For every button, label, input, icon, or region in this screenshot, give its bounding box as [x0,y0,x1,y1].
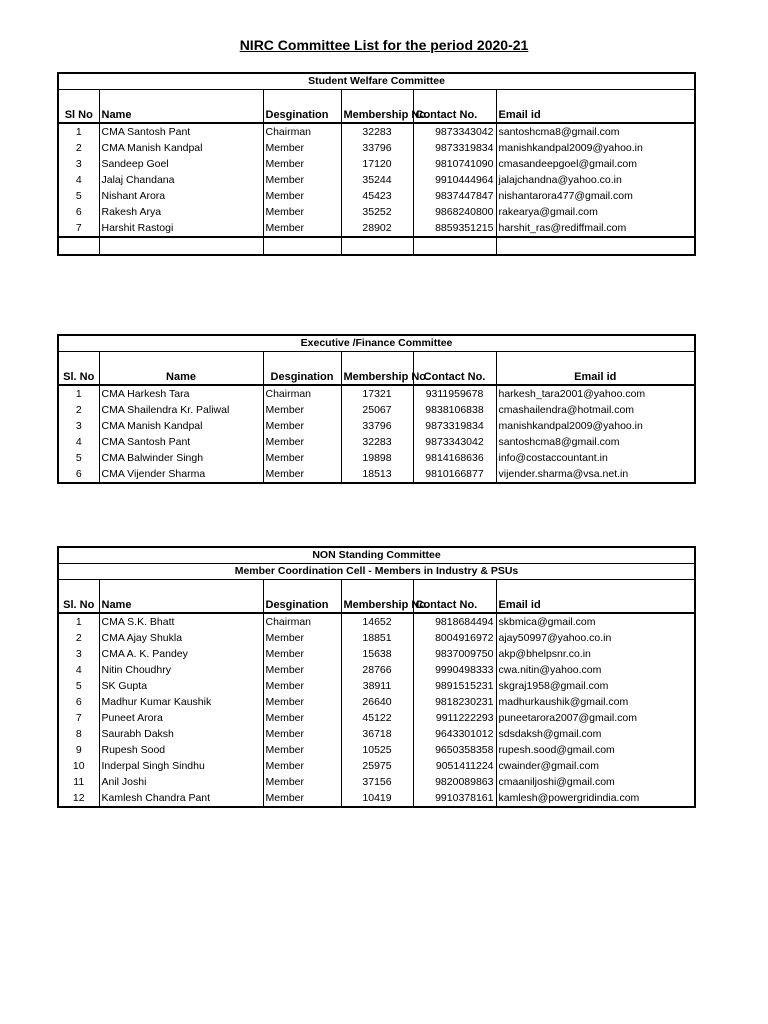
cell-email: rupesh.sood@gmail.com [496,742,695,758]
table-row [58,434,695,450]
header-name: Name [99,580,263,614]
cell-designation: Member [263,402,341,418]
table-row [58,220,695,237]
cell-designation: Member [263,156,341,172]
cell-designation: Member [263,172,341,188]
cell-designation: Member [263,630,341,646]
table-row [58,662,695,678]
header-contact-no: Contact No. [413,580,496,614]
cell-name: Kamlesh Chandra Pant [99,790,263,807]
empty-cell [413,237,496,255]
cell-designation: Member [263,140,341,156]
cell-contact-no: 9650358358 [413,742,496,758]
cell-contact-no: 9810741090 [413,156,496,172]
cell-designation: Member [263,466,341,483]
cell-contact-no: 9837447847 [413,188,496,204]
header-name: Name [99,352,263,386]
table-row [58,790,695,807]
cell-email: skbmica@gmail.com [496,613,695,630]
cell-email: harshit_ras@rediffmail.com [496,220,695,237]
cell-membership-no: 32283 [341,123,413,140]
cell-designation: Member [263,678,341,694]
cell-membership-no: 10419 [341,790,413,807]
cell-email: harkesh_tara2001@yahoo.com [496,385,695,402]
cell-sl-no: 1 [58,613,99,630]
empty-cell [99,237,263,255]
cell-name: CMA Manish Kandpal [99,140,263,156]
cell-membership-no: 28902 [341,220,413,237]
cell-sl-no: 11 [58,774,99,790]
cell-designation: Chairman [263,123,341,140]
cell-email: rakearya@gmail.com [496,204,695,220]
table-row [58,466,695,483]
cell-designation: Member [263,710,341,726]
table-row [58,613,695,630]
cell-membership-no: 45423 [341,188,413,204]
cell-name: SK Gupta [99,678,263,694]
cell-membership-no: 38911 [341,678,413,694]
cell-designation: Member [263,434,341,450]
table-row [58,694,695,710]
cell-email: akp@bhelpsnr.co.in [496,646,695,662]
header-sl-no: Sl. No [58,352,99,386]
header-membership-no: Membership No. [341,580,413,614]
cell-designation: Member [263,188,341,204]
cell-name: CMA S.K. Bhatt [99,613,263,630]
cell-contact-no: 9820089863 [413,774,496,790]
header-email: Email id [496,352,695,386]
cell-email: madhurkaushik@gmail.com [496,694,695,710]
cell-sl-no: 5 [58,678,99,694]
cell-designation: Member [263,646,341,662]
cell-sl-no: 5 [58,188,99,204]
cell-contact-no: 9910378161 [413,790,496,807]
cell-name: CMA Shailendra Kr. Paliwal [99,402,263,418]
table-row [58,646,695,662]
student-welfare-committee-table [57,72,696,256]
cell-email: skgraj1958@gmail.com [496,678,695,694]
cell-email: cwa.nitin@yahoo.com [496,662,695,678]
header-contact-no: Contact No. [413,90,496,124]
cell-email: cmasandeepgoel@gmail.com [496,156,695,172]
table-title: NON Standing Committee [58,547,695,564]
table-title: Executive /Finance Committee [58,335,695,352]
header-name: Name [99,90,263,124]
cell-name: CMA A. K. Pandey [99,646,263,662]
table-row [58,630,695,646]
cell-membership-no: 37156 [341,774,413,790]
cell-contact-no: 8859351215 [413,220,496,237]
cell-contact-no: 9838106838 [413,402,496,418]
cell-designation: Member [263,758,341,774]
cell-name: Saurabh Daksh [99,726,263,742]
cell-contact-no: 9873319834 [413,140,496,156]
cell-designation: Member [263,726,341,742]
cell-contact-no: 9643301012 [413,726,496,742]
cell-membership-no: 45122 [341,710,413,726]
cell-contact-no: 9818684494 [413,613,496,630]
cell-contact-no: 9911222293 [413,710,496,726]
header-email: Email id [496,90,695,124]
cell-name: Rakesh Arya [99,204,263,220]
cell-email: nishantarora477@gmail.com [496,188,695,204]
cell-name: CMA Manish Kandpal [99,418,263,434]
cell-email: sdsdaksh@gmail.com [496,726,695,742]
cell-name: CMA Harkesh Tara [99,385,263,402]
cell-name: Rupesh Sood [99,742,263,758]
cell-sl-no: 3 [58,646,99,662]
header-designation: Desgination [263,580,341,614]
header-designation: Desgination [263,90,341,124]
cell-contact-no: 9311959678 [413,385,496,402]
cell-name: Nishant Arora [99,188,263,204]
table-row [58,710,695,726]
cell-email: jalajchandna@yahoo.co.in [496,172,695,188]
cell-email: manishkandpal2009@yahoo.in [496,140,695,156]
cell-contact-no: 9873319834 [413,418,496,434]
cell-sl-no: 4 [58,172,99,188]
table-row [58,172,695,188]
cell-designation: Member [263,204,341,220]
header-designation: Desgination [263,352,341,386]
cell-sl-no: 4 [58,434,99,450]
table-row [58,450,695,466]
table-row [58,204,695,220]
cell-name: Madhur Kumar Kaushik [99,694,263,710]
cell-membership-no: 18851 [341,630,413,646]
cell-contact-no: 9990498333 [413,662,496,678]
cell-name: CMA Vijender Sharma [99,466,263,483]
cell-membership-no: 15638 [341,646,413,662]
empty-cell [263,237,341,255]
cell-membership-no: 17321 [341,385,413,402]
cell-sl-no: 3 [58,156,99,172]
cell-sl-no: 2 [58,140,99,156]
table-row [58,156,695,172]
table-row [58,188,695,204]
cell-designation: Member [263,418,341,434]
cell-contact-no: 9837009750 [413,646,496,662]
cell-contact-no: 9873343042 [413,123,496,140]
cell-name: Anil Joshi [99,774,263,790]
cell-contact-no: 9810166877 [413,466,496,483]
cell-name: Jalaj Chandana [99,172,263,188]
cell-sl-no: 8 [58,726,99,742]
cell-sl-no: 9 [58,742,99,758]
table-row [58,678,695,694]
header-membership-no: Membership No. [341,352,413,386]
table-row [58,742,695,758]
table-row [58,758,695,774]
cell-sl-no: 12 [58,790,99,807]
cell-sl-no: 2 [58,630,99,646]
cell-email: manishkandpal2009@yahoo.in [496,418,695,434]
cell-membership-no: 25067 [341,402,413,418]
cell-sl-no: 6 [58,466,99,483]
cell-name: CMA Balwinder Singh [99,450,263,466]
cell-membership-no: 25975 [341,758,413,774]
cell-name: Sandeep Goel [99,156,263,172]
cell-email: vijender.sharma@vsa.net.in [496,466,695,483]
cell-membership-no: 18513 [341,466,413,483]
cell-email: cwainder@gmail.com [496,758,695,774]
cell-name: Puneet Arora [99,710,263,726]
cell-membership-no: 26640 [341,694,413,710]
cell-designation: Member [263,220,341,237]
cell-contact-no: 9818230231 [413,694,496,710]
header-contact-no: Contact No. [413,352,496,386]
non-standing-committee-table [57,546,696,808]
cell-membership-no: 19898 [341,450,413,466]
cell-membership-no: 14652 [341,613,413,630]
cell-email: puneetarora2007@gmail.com [496,710,695,726]
cell-sl-no: 7 [58,710,99,726]
table-row [58,140,695,156]
cell-contact-no: 8004916972 [413,630,496,646]
cell-email: info@costaccountant.in [496,450,695,466]
cell-sl-no: 10 [58,758,99,774]
cell-name: Harshit Rastogi [99,220,263,237]
cell-email: kamlesh@powergridindia.com [496,790,695,807]
cell-contact-no: 9868240800 [413,204,496,220]
cell-designation: Member [263,450,341,466]
cell-membership-no: 32283 [341,434,413,450]
cell-membership-no: 17120 [341,156,413,172]
table-row [58,123,695,140]
cell-name: CMA Santosh Pant [99,434,263,450]
cell-membership-no: 33796 [341,418,413,434]
table-title: Student Welfare Committee [58,73,695,90]
cell-email: cmashailendra@hotmail.com [496,402,695,418]
cell-membership-no: 35252 [341,204,413,220]
cell-sl-no: 7 [58,220,99,237]
cell-contact-no: 9873343042 [413,434,496,450]
table-row [58,385,695,402]
cell-sl-no: 1 [58,385,99,402]
table-subtitle: Member Coordination Cell - Members in Industry & PSUs [58,564,695,580]
header-sl-no: Sl. No [58,580,99,614]
table-row [58,402,695,418]
cell-contact-no: 9051411224 [413,758,496,774]
cell-name: Inderpal Singh Sindhu [99,758,263,774]
cell-email: santoshcma8@gmail.com [496,123,695,140]
table-row [58,726,695,742]
empty-cell [496,237,695,255]
cell-name: CMA Santosh Pant [99,123,263,140]
cell-membership-no: 10525 [341,742,413,758]
empty-cell [58,237,99,255]
cell-sl-no: 4 [58,662,99,678]
cell-sl-no: 6 [58,204,99,220]
executive-finance-committee-table [57,334,696,484]
cell-designation: Member [263,662,341,678]
cell-name: Nitin Choudhry [99,662,263,678]
empty-cell [341,237,413,255]
cell-designation: Member [263,790,341,807]
cell-designation: Member [263,774,341,790]
cell-sl-no: 3 [58,418,99,434]
cell-designation: Chairman [263,613,341,630]
cell-designation: Chairman [263,385,341,402]
cell-email: santoshcma8@gmail.com [496,434,695,450]
cell-membership-no: 35244 [341,172,413,188]
cell-sl-no: 5 [58,450,99,466]
cell-sl-no: 1 [58,123,99,140]
cell-contact-no: 9891515231 [413,678,496,694]
header-email: Email id [496,580,695,614]
cell-email: cmaaniljoshi@gmail.com [496,774,695,790]
cell-contact-no: 9814168636 [413,450,496,466]
table-row [58,418,695,434]
cell-contact-no: 9910444964 [413,172,496,188]
cell-designation: Member [263,694,341,710]
cell-membership-no: 28766 [341,662,413,678]
cell-email: ajay50997@yahoo.co.in [496,630,695,646]
cell-sl-no: 2 [58,402,99,418]
header-sl-no: Sl No [58,90,99,124]
page-title: NIRC Committee List for the period 2020-21 [239,37,529,53]
table-row [58,774,695,790]
cell-membership-no: 33796 [341,140,413,156]
header-membership-no: Membership No. [341,90,413,124]
cell-designation: Member [263,742,341,758]
cell-sl-no: 6 [58,694,99,710]
cell-membership-no: 36718 [341,726,413,742]
cell-name: CMA Ajay Shukla [99,630,263,646]
